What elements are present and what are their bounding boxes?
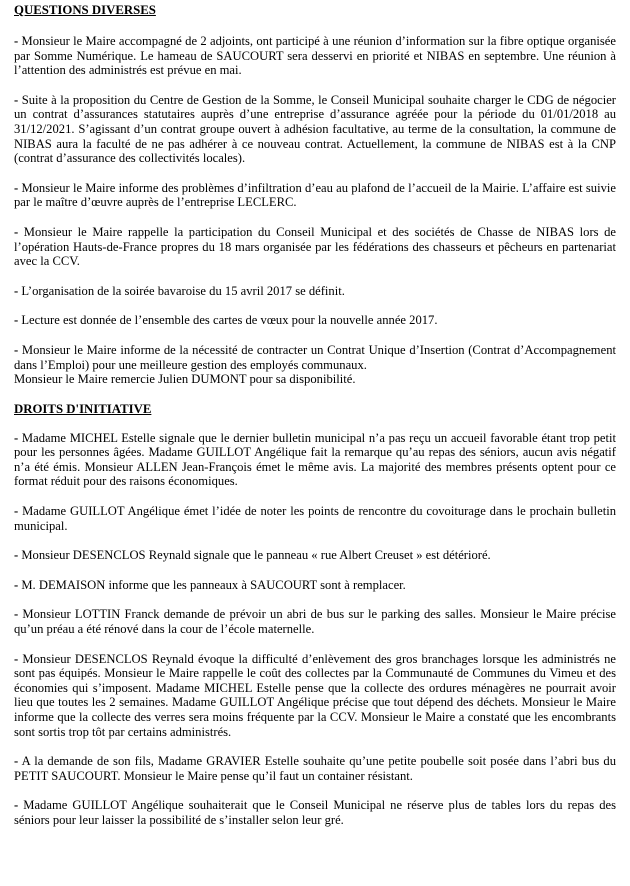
paragraph-text: L’organisation de la soirée bavaroise du 15 avril 2017 se définit. [21, 283, 345, 298]
paragraph-abri-bus [14, 607, 616, 636]
bullet-dash: - [14, 92, 19, 107]
section-title-questions-diverses: QUESTIONS DIVERSES [14, 3, 156, 17]
paragraph-text: Lecture est donnée de l’ensemble des cartes de vœux pour la nouvelle année 2017. [21, 313, 438, 328]
bullet-dash: - [14, 430, 19, 445]
paragraph-infiltration-eau [14, 181, 616, 210]
paragraph-text: Monsieur le Maire informe des problèmes d’infiltration d’eau au plafond de l’accueil de la Mairie. L’affaire est suivie par le maître d’œuvre auprès de l’entreprise LECLERC. [14, 180, 616, 210]
paragraph-assurances-statutaires [14, 93, 616, 166]
paragraph-text: Madame GUILLOT Angélique émet l’idée de noter les points de rencontre du covoiturage dans le prochain bulletin municipal. [14, 504, 616, 533]
paragraph-text: Monsieur le Maire informe de la nécessité de contracter un Contrat Unique d’Insertion (Contrat d’Accompagnement dans l’Emploi) pour une meilleure gestion des employés communaux. [14, 342, 616, 372]
paragraph-text: Madame MICHEL Estelle signale que le dernier bulletin municipal n’a pas reçu un accueil favorable étant trop petit pour les personnes âgées. Madame GUILLOT Angélique fait la remarque qu’au repas des séniors, aucun avis négatif n’a été émis. Monsieur ALLEN Jean-François émet le même avis. La majorité des membres présents optent pour ce format réduit pour des raisons économiques. [14, 430, 617, 489]
paragraph-hauts-de-france-propres [14, 225, 616, 269]
paragraph-contrat-unique-insertion [14, 343, 616, 387]
paragraph-collectes [14, 652, 616, 740]
bullet-dash: - [14, 607, 19, 622]
paragraph-repas-seniors [14, 798, 616, 827]
paragraph-panneaux-saucourt [14, 578, 616, 593]
paragraph-text: Suite à la proposition du Centre de Gestion de la Somme, le Conseil Municipal souhaite charger le CDG de négocier un contrat d’assurances statutaires auprès d’une entreprise d’assurance agréée pour la période du 01/01/2018 au 31/12/2021. S’agissant d’un contrat groupe ouvert à adhésion facultative, au terme de la consultation, la commune de NIBAS aura la faculté de ne pas adhérer à ce nouveau contrat. Actuellement, la commune de NIBAS est à la CNP (contrat d’assurance des collectivités locales). [14, 92, 616, 166]
bullet-dash: - [14, 651, 19, 666]
paragraph-bulletin-municipal [14, 431, 616, 489]
bullet-dash: - [14, 224, 19, 239]
bullet-dash: - [14, 34, 19, 48]
paragraph-extra-line: Monsieur le Maire remercie Julien DUMONT pour sa disponibilité. [14, 372, 356, 387]
paragraph-text: Monsieur LOTTIN Franck demande de prévoir un abri de bus sur le parking des salles. Monsieur le Maire précise qu’un préau a été rénové dans la cour de l’école maternelle. [14, 607, 616, 637]
paragraph-cartes-voeux [14, 313, 616, 328]
bullet-dash: - [14, 798, 19, 813]
paragraph-text: Monsieur le Maire accompagné de 2 adjoints, ont participé à une réunion d’information sur la fibre optique organisée par Somme Numérique. Le hameau de SAUCOURT sera desservi en priorité et NIBAS en septembre. Une réunion à l’attention des administrés est prévue en mai. [14, 34, 616, 78]
paragraph-fibre-optique [14, 34, 616, 78]
paragraph-covoiturage [14, 504, 616, 533]
bullet-dash: - [14, 577, 19, 592]
bullet-dash: - [14, 754, 19, 769]
bullet-dash: - [14, 313, 19, 328]
bullet-dash: - [14, 180, 19, 195]
bullet-dash: - [14, 504, 19, 519]
paragraph-text: Monsieur DESENCLOS Reynald évoque la difficulté d’enlèvement des gros branchages lorsque les administrés ne sont pas équipés. Monsieur le Maire rappelle le coût des collectes par la Communauté de Communes du Vimeu et des économies qui s’imposent. Madame MICHEL Estelle pense que la collecte des ordures ménagères ne pourrait avoir lieu que toutes les 2 semaines. Madame GUILLOT Angélique précise que tout dépend des déchets. Monsieur le Maire informe que la collecte des verres sera moins fréquente par la CCV. Monsieur le Maire a constaté que les encombrants sont sortis trop tôt par certains administrés. [14, 651, 616, 739]
bullet-dash: - [14, 283, 19, 298]
bullet-dash: - [14, 342, 19, 357]
paragraph-soiree-bavaroise [14, 284, 616, 299]
paragraph-text: Madame GUILLOT Angélique souhaiterait que le Conseil Municipal ne réserve plus de tables lors du repas des séniors pour leur laisser la possibilité de s’installer selon leur gré. [14, 798, 616, 827]
section-title-droits-initiative: DROITS D'INITIATIVE [14, 401, 152, 416]
paragraph-panneau-rue [14, 548, 616, 563]
paragraph-text: Monsieur le Maire rappelle la participation du Conseil Municipal et des sociétés de Chasse de NIBAS lors de l’opération Hauts-de-France propres du 18 mars organisée par les fédérations des chasseurs et pêcheurs en partenariat avec la CCV. [14, 224, 617, 269]
paragraph-poubelle-petit-saucourt [14, 754, 616, 783]
paragraph-text: Monsieur DESENCLOS Reynald signale que le panneau « rue Albert Creuset » est détérioré. [21, 548, 491, 563]
bullet-dash: - [14, 548, 19, 563]
paragraph-text: M. DEMAISON informe que les panneaux à SAUCOURT sont à remplacer. [21, 577, 406, 592]
paragraph-text: A la demande de son fils, Madame GRAVIER Estelle souhaite qu’une petite poubelle soit posée dans l’abri bus du PETIT SAUCOURT. Monsieur le Maire pense qu’il faut un container résistant. [14, 754, 616, 783]
